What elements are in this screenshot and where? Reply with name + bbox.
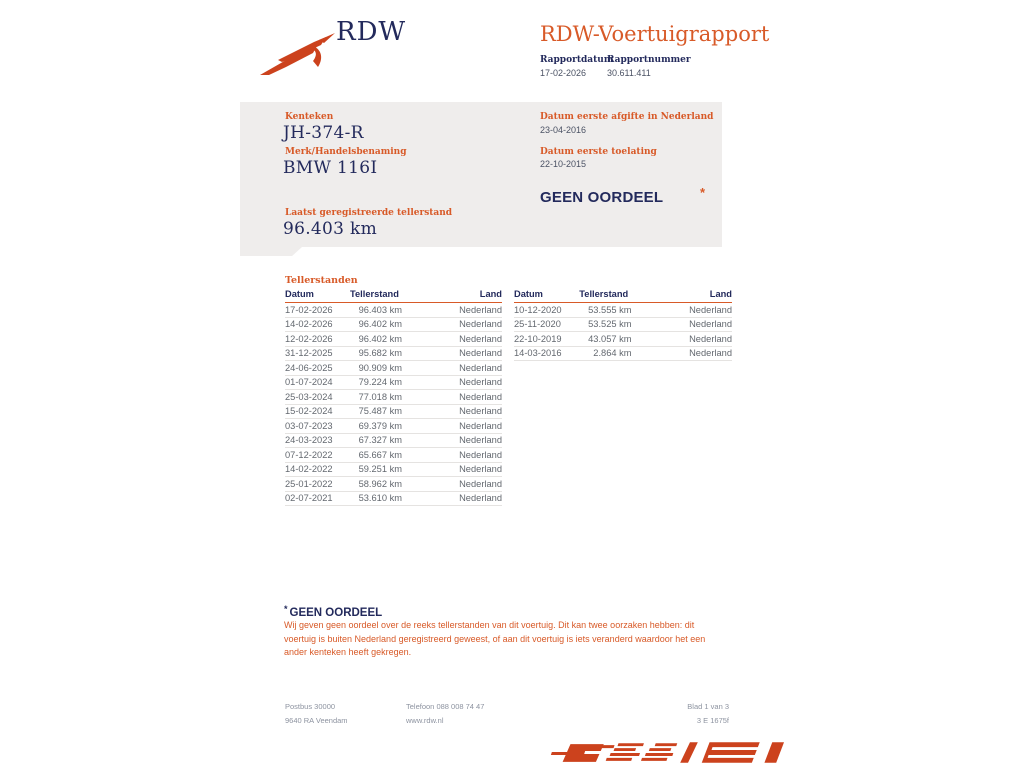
odometer-cell: 2.864 km	[579, 346, 631, 361]
table-row	[514, 346, 732, 361]
country-cell: Nederland	[402, 317, 502, 332]
column-header-tellerstand: Tellerstand	[350, 289, 402, 303]
country-cell: Nederland	[632, 317, 732, 332]
date-cell: 14-02-2026	[285, 317, 350, 332]
column-header-datum: Datum	[514, 289, 579, 303]
odometer-cell: 67.327 km	[350, 433, 402, 448]
date-cell: 24-06-2025	[285, 361, 350, 376]
date-cell: 14-02-2022	[285, 462, 350, 477]
table-row	[285, 332, 502, 347]
date-cell: 24-03-2023	[285, 433, 350, 448]
odometer-cell: 59.251 km	[350, 462, 402, 477]
table-row	[285, 390, 502, 405]
date-cell: 01-07-2024	[285, 375, 350, 390]
footer-website-link[interactable]: www.rdw.nl	[406, 716, 444, 725]
verdict-text: GEEN OORDEEL	[540, 189, 664, 206]
odometer-table-left	[285, 289, 502, 506]
date-cell: 25-03-2024	[285, 390, 350, 405]
odometer-cell: 79.224 km	[350, 375, 402, 390]
table-row	[514, 317, 732, 332]
odometer-table-right	[514, 289, 732, 361]
odometer-cell: 53.610 km	[350, 491, 402, 506]
table-row	[285, 346, 502, 361]
rdw-wing-logo-icon	[258, 30, 338, 76]
country-cell: Nederland	[402, 361, 502, 376]
country-cell: Nederland	[632, 332, 732, 347]
report-number-value: 30.611.411	[607, 68, 651, 78]
country-cell: Nederland	[402, 375, 502, 390]
column-header-datum: Datum	[285, 289, 350, 303]
date-cell: 02-07-2021	[285, 491, 350, 506]
footer-page-number: Blad 1 van 3	[687, 702, 729, 711]
report-date-value: 17-02-2026	[540, 68, 587, 78]
odometer-cell: 53.525 km	[579, 317, 631, 332]
country-cell: Nederland	[632, 303, 732, 318]
table-row	[285, 317, 502, 332]
report-title: RDW-Voertuigrapport	[540, 22, 770, 46]
footer-phone: Telefoon 088 008 74 47	[406, 702, 485, 711]
afgifte-value: 23-04-2016	[540, 125, 587, 135]
note-heading: GEEN OORDEEL	[289, 607, 383, 619]
verdict-asterisk: *	[700, 185, 706, 200]
footer-contact	[406, 700, 484, 728]
table-row	[285, 303, 502, 318]
country-cell: Nederland	[402, 491, 502, 506]
report-date-label: Rapportdatum	[540, 55, 614, 65]
column-header-land: Land	[402, 289, 502, 303]
table-row	[285, 448, 502, 463]
date-cell: 31-12-2025	[285, 346, 350, 361]
country-cell: Nederland	[632, 346, 732, 361]
date-cell: 25-01-2022	[285, 477, 350, 492]
odometer-cell: 43.057 km	[579, 332, 631, 347]
odometer-cell: 96.402 km	[350, 317, 402, 332]
table-row	[285, 462, 502, 477]
footer-address-line2: 9640 RA Veendam	[285, 716, 348, 725]
date-cell: 15-02-2024	[285, 404, 350, 419]
date-cell: 12-02-2026	[285, 332, 350, 347]
country-cell: Nederland	[402, 346, 502, 361]
column-header-tellerstand: Tellerstand	[579, 289, 631, 303]
country-cell: Nederland	[402, 404, 502, 419]
table-row	[514, 303, 732, 318]
odometer-cell: 75.487 km	[350, 404, 402, 419]
date-cell: 25-11-2020	[514, 317, 579, 332]
footer-form-code: 3 E 1675f	[696, 716, 729, 725]
date-cell: 10-12-2020	[514, 303, 579, 318]
country-cell: Nederland	[402, 448, 502, 463]
table-row	[285, 491, 502, 506]
country-cell: Nederland	[402, 462, 502, 477]
table-header-row	[285, 289, 502, 303]
tellerstand-value: 96.403 km	[283, 219, 378, 239]
logo-text: RDW	[336, 17, 407, 47]
date-cell: 17-02-2026	[285, 303, 350, 318]
footer-page-info	[600, 700, 729, 728]
report-number-label: Rapportnummer	[607, 55, 691, 65]
odometer-cell: 96.403 km	[350, 303, 402, 318]
toelating-value: 22-10-2015	[540, 159, 587, 169]
odometer-cell: 77.018 km	[350, 390, 402, 405]
date-cell: 14-03-2016	[514, 346, 579, 361]
country-cell: Nederland	[402, 433, 502, 448]
note-asterisk: *	[284, 604, 288, 614]
column-header-land: Land	[632, 289, 732, 303]
table-row	[285, 419, 502, 434]
footer-address-line1: Postbus 30000	[285, 702, 336, 711]
country-cell: Nederland	[402, 477, 502, 492]
odometer-cell: 65.667 km	[350, 448, 402, 463]
footer-address	[285, 700, 348, 728]
odometer-cell: 53.555 km	[579, 303, 631, 318]
country-cell: Nederland	[402, 390, 502, 405]
table-row	[285, 433, 502, 448]
table-row	[285, 477, 502, 492]
date-cell: 22-10-2019	[514, 332, 579, 347]
kenteken-label: Kenteken	[285, 112, 334, 122]
tellerstand-label: Laatst geregistreerde tellerstand	[285, 208, 453, 218]
table-row	[285, 361, 502, 376]
date-cell: 07-12-2022	[285, 448, 350, 463]
rdw-stripes-graphic-icon	[545, 740, 785, 766]
table-row	[285, 375, 502, 390]
merk-value: BMW 116I	[283, 158, 378, 178]
odometer-cell: 95.682 km	[350, 346, 402, 361]
afgifte-label: Datum eerste afgifte in Nederland	[540, 112, 714, 122]
odometer-cell: 69.379 km	[350, 419, 402, 434]
tellerstanden-heading: Tellerstanden	[285, 275, 358, 286]
summary-panel-tab	[240, 247, 302, 256]
note-body: Wij geven geen oordeel over de reeks tellerstanden van dit voertuig. Dit kan twee oorzaken hebben: dit voertuig is buiten Nederland geregistreerd geweest, of aan dit voertuig is iets veranderd waardoor het een ander kenteken heeft gekregen.	[284, 620, 706, 657]
odometer-cell: 90.909 km	[350, 361, 402, 376]
table-header-row	[514, 289, 732, 303]
country-cell: Nederland	[402, 419, 502, 434]
odometer-cell: 96.402 km	[350, 332, 402, 347]
country-cell: Nederland	[402, 332, 502, 347]
odometer-cell: 58.962 km	[350, 477, 402, 492]
country-cell: Nederland	[402, 303, 502, 318]
table-row	[285, 404, 502, 419]
toelating-label: Datum eerste toelating	[540, 147, 657, 157]
merk-label: Merk/Handelsbenaming	[285, 147, 407, 157]
date-cell: 03-07-2023	[285, 419, 350, 434]
table-row	[514, 332, 732, 347]
kenteken-value: JH-374-R	[283, 123, 364, 143]
